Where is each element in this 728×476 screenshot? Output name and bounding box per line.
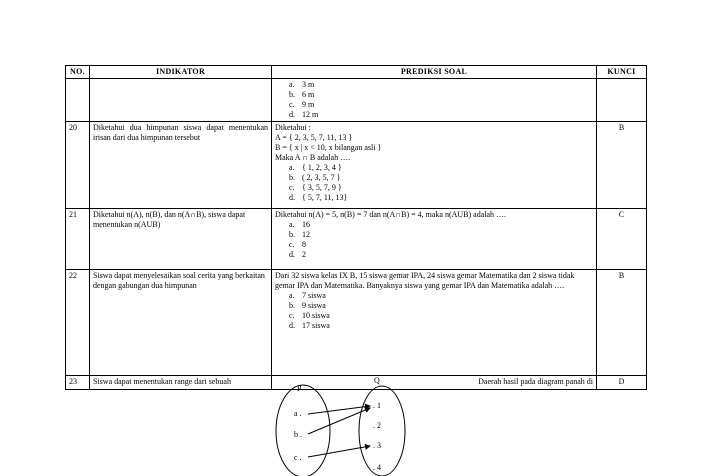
- question-line: Diketahui :: [275, 123, 311, 132]
- cell-kunci: B: [597, 270, 647, 376]
- options-list: [275, 80, 593, 120]
- option-item: b. 9 siswa: [289, 301, 326, 310]
- table-row-21: [66, 209, 647, 270]
- option-item: c. { 3, 5, 7, 9 }: [289, 183, 342, 192]
- question-text: Dari 32 siswa kelas IX B, 15 siswa gemar IPA, 24 siswa gemar Matematika dan 2 siswa tidak gemar IPA dan Matematika. Banyaknya siswa yang gemar IPA dan Matematika adalah ….: [275, 271, 575, 290]
- set-q-ellipse: [359, 386, 405, 476]
- header-kunci: KUNCI: [597, 66, 647, 79]
- question-text: Diketahui n(A) = 5, n(B) = 7 dan n(A∩B) = 4, maka n(AUB) adalah ….: [275, 210, 507, 219]
- cell-no: 23: [66, 376, 90, 390]
- question-line: Maka A ∩ B adalah ….: [275, 153, 351, 162]
- option-item: a. { 1, 2, 3, 4 }: [289, 163, 342, 172]
- question-text: Daerah hasil pada diagram panah di: [478, 377, 593, 386]
- option-item: c. 9 m: [289, 100, 315, 109]
- arrow-c-3: [308, 446, 370, 457]
- cell-no: [66, 79, 90, 122]
- set-p-label: P: [297, 384, 302, 393]
- options-list: [275, 163, 593, 203]
- options-list: [275, 220, 593, 260]
- cell-kunci: D: [597, 376, 647, 390]
- cell-kunci: C: [597, 209, 647, 270]
- table-row-20: [66, 122, 647, 209]
- table-header-row: [66, 66, 647, 79]
- q-item: . 2: [373, 421, 381, 430]
- cell-indikator: Siswa dapat menyelesaikan soal cerita yang berkaitan dengan gabungan dua himpunan: [90, 270, 272, 376]
- p-item: b .: [294, 430, 302, 439]
- set-q-label: Q: [374, 376, 380, 385]
- cell-soal: [272, 209, 597, 270]
- arrow-b-1: [308, 408, 370, 434]
- option-item: a. 3 m: [289, 80, 315, 89]
- option-item: a. 16: [289, 220, 310, 229]
- p-item: c .: [294, 453, 302, 462]
- cell-kunci: B: [597, 122, 647, 209]
- cell-indikator: Diketahui n(A), n(B), dan n(A∩B), siswa dapat menentukan n(AUB): [90, 209, 272, 270]
- cell-no: 22: [66, 270, 90, 376]
- cell-indikator: [90, 79, 272, 122]
- option-item: d. { 5, 7, 11, 13}: [289, 193, 348, 202]
- cell-indikator: Siswa dapat menentukan range dari sebuah: [90, 376, 272, 390]
- option-item: d. 12 m: [289, 110, 319, 119]
- q-item: . 3: [373, 441, 381, 450]
- q-item: . 4: [373, 463, 381, 472]
- option-item: b. 12: [289, 230, 310, 239]
- q-item: . 1: [373, 401, 381, 410]
- option-item: b. ( 2, 3, 5, 7 }: [289, 173, 341, 182]
- options-list: [275, 291, 593, 331]
- cell-kunci: [597, 79, 647, 122]
- p-item: a .: [294, 409, 302, 418]
- header-no: NO.: [66, 66, 90, 79]
- cell-indikator: Diketahui dua himpunan siswa dapat menentukan irisan dari dua himpunan tersebut: [90, 122, 272, 209]
- set-p-ellipse: [276, 385, 330, 476]
- option-item: d. 2: [289, 250, 306, 259]
- option-item: b. 6 m: [289, 90, 315, 99]
- header-prediksi-soal: PREDIKSI SOAL: [272, 66, 597, 79]
- header-indikator: INDIKATOR: [90, 66, 272, 79]
- arrow-diagram: [270, 375, 430, 476]
- cell-soal: [272, 79, 597, 122]
- prediction-table: [65, 65, 647, 390]
- question-line: B = { x | x < 10, x bilangan asli }: [275, 143, 382, 152]
- cell-soal: [272, 270, 597, 376]
- option-item: c. 8: [289, 240, 306, 249]
- cell-no: 21: [66, 209, 90, 270]
- option-item: a. 7 siswa: [289, 291, 326, 300]
- cell-soal: [272, 122, 597, 209]
- table-row-continuation: [66, 79, 647, 122]
- table-row-22: [66, 270, 647, 376]
- option-item: c. 10 siswa: [289, 311, 330, 320]
- question-line: A = { 2, 3, 5, 7, 11, 13 }: [275, 133, 353, 142]
- option-item: d. 17 siswa: [289, 321, 330, 330]
- cell-no: 20: [66, 122, 90, 209]
